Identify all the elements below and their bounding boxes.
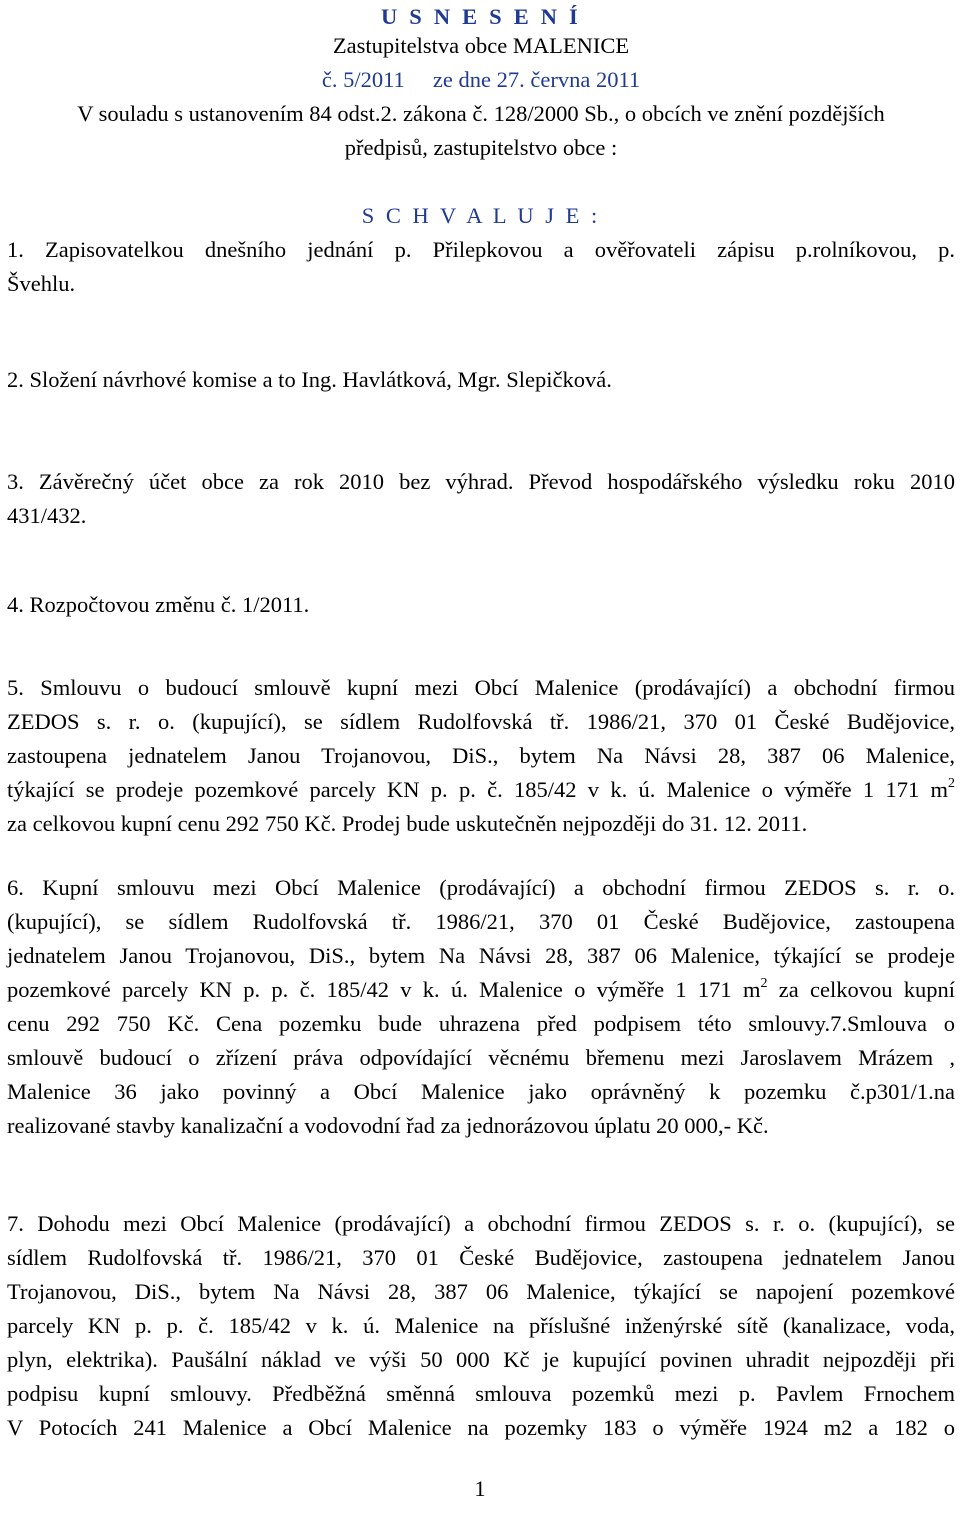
resolution-item-7: [7, 1207, 955, 1445]
item-line: [7, 973, 955, 1007]
resolution-item-6: [7, 871, 955, 1143]
item-line: ZEDOS s. r. o. (kupující), se sídlem Rudolfovská tř. 1986/21, 370 01 České Budějovice,: [7, 709, 955, 734]
resolution-date: ze dne 27. června 2011: [432, 67, 641, 92]
item-line: 5. Smlouvu o budoucí smlouvě kupní mezi Obcí Malenice (prodávající) a obchodní firmou: [7, 675, 955, 700]
page-number: 1: [474, 1476, 486, 1501]
item-line: [7, 773, 955, 807]
document-page: [7, 0, 955, 1513]
resolution-item-3: [7, 465, 955, 533]
item-line: za celkovou kupní cenu 292 750 Kč. Prodej bude uskutečněn nejpozději do 31. 12. 2011.: [7, 811, 808, 836]
resolution-number: č. 5/2011: [321, 67, 405, 92]
item-line: Malenice 36 jako povinný a Obcí Malenice jako oprávněný k pozemku č.p301/1.na: [7, 1079, 955, 1104]
item-line-tail: za celkovou kupní: [767, 977, 956, 1002]
document-title: U S N E S E N Í: [381, 4, 581, 29]
approve-heading: S C H V A L U J E :: [361, 203, 601, 228]
item-line: (kupující), se sídlem Rudolfovská tř. 1986/21, 370 01 České Budějovice, zastoupena: [7, 909, 955, 934]
item-line: parcely KN p. p. č. 185/42 v k. ú. Malenice na příslušné inženýrské sítě (kanalizace, voda,: [7, 1313, 955, 1338]
item-line: plyn, elektrika). Paušální náklad ve výši 50 000 Kč je kupující povinen uhradit nejpozději při: [7, 1347, 955, 1372]
item-line: 1. Zapisovatelkou dnešního jednání p. Přilepkovou a ověřovateli zápisu p.rolníkovou, p.: [7, 237, 955, 262]
item-line: Švehlu.: [7, 271, 76, 296]
item-line: podpisu kupní smlouvy. Předběžná směnná smlouva pozemků mezi p. Pavlem Frnochem: [7, 1381, 955, 1406]
item-line: 2. Složení návrhové komise a to Ing. Havlátková, Mgr. Slepičková.: [7, 367, 612, 392]
resolution-item-4: [7, 588, 955, 622]
document-header: [7, 29, 955, 165]
item-line: 3. Závěrečný účet obce za rok 2010 bez výhrad. Převod hospodářského výsledku roku 2010: [7, 469, 955, 494]
resolution-item-2: [7, 363, 955, 397]
item-line: 431/432.: [7, 503, 87, 528]
council-name: Zastupitelstva obce MALENICE: [332, 33, 630, 58]
resolution-item-5: [7, 671, 955, 841]
item-line-text: pozemkové parcely KN p. p. č. 185/42 v k. ú. Malenice o výměře 1 171 m: [7, 977, 761, 1002]
item-line: jednatelem Janou Trojanovou, DiS., bytem Na Návsi 28, 387 06 Malenice, týkající se prodeje: [7, 943, 955, 968]
item-line: smlouvě budoucí o zřízení práva odpovídající věcnému břemenu mezi Jaroslavem Mrázem ,: [7, 1045, 955, 1070]
item-line: V Potocích 241 Malenice a Obcí Malenice na pozemky 183 o výměře 1924 m2 a 182 o: [7, 1415, 955, 1440]
legal-basis-line-2: předpisů, zastupitelstvo obce :: [344, 135, 618, 160]
legal-basis-line: V souladu s ustanovením 84 odst.2. zákona č. 128/2000 Sb., o obcích ve znění pozdějších: [77, 101, 885, 126]
item-line-text: týkající se prodeje pozemkové parcely KN p. p. č. 185/42 v k. ú. Malenice o výměře 1 171 m: [7, 777, 948, 802]
resolution-number-line: [7, 63, 955, 97]
item-line: cenu 292 750 Kč. Cena pozemku bude uhrazena před podpisem této smlouvy.7.Smlouva o: [7, 1011, 955, 1036]
item-line: 7. Dohodu mezi Obcí Malenice (prodávající) a obchodní firmou ZEDOS s. r. o. (kupující), se: [7, 1211, 955, 1236]
item-line: sídlem Rudolfovská tř. 1986/21, 370 01 České Budějovice, zastoupena jednatelem Janou: [7, 1245, 955, 1270]
item-line: 4. Rozpočtovou změnu č. 1/2011.: [7, 592, 310, 617]
item-line: 6. Kupní smlouvu mezi Obcí Malenice (prodávající) a obchodní firmou ZEDOS s. r. o.: [7, 875, 955, 900]
item-line: realizované stavby kanalizační a vodovodní řad za jednorázovou úplatu 20 000,- Kč.: [7, 1113, 769, 1138]
item-line: zastoupena jednatelem Janou Trojanovou, DiS., bytem Na Návsi 28, 387 06 Malenice,: [7, 743, 955, 768]
item-line: Trojanovou, DiS., bytem Na Návsi 28, 387 06 Malenice, týkající se napojení pozemkové: [7, 1279, 955, 1304]
resolution-item-1: [7, 233, 955, 301]
superscript: 2: [760, 976, 768, 991]
superscript: 2: [948, 776, 955, 791]
